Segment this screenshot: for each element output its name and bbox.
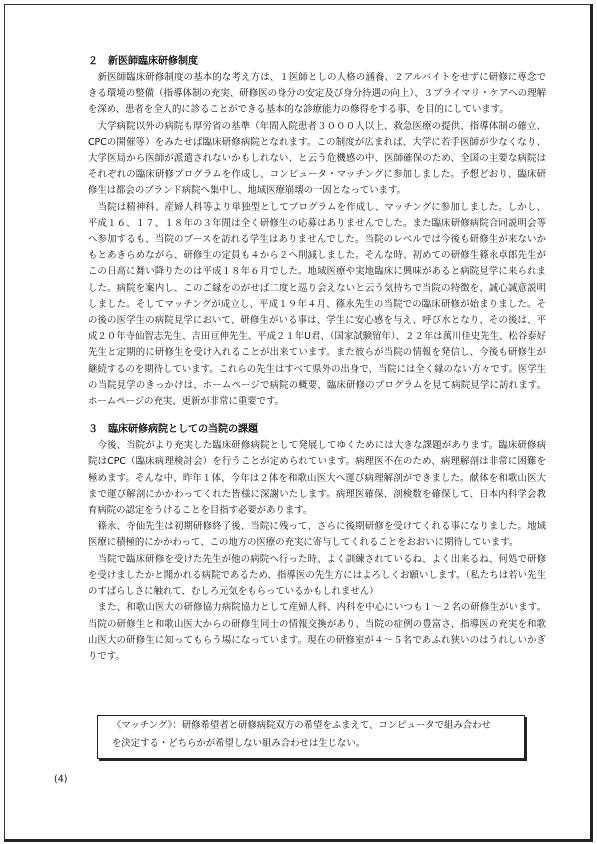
section-3-paragraph-2: 篠永、寺仙先生は初期研修終了後、当院に残って、さらに後期研修を受けてくれる事になりました。地域医療に積極的にかかわって、この地方の医療の充実に寄与してくれることをおおいに期待しています。 — [88, 521, 546, 549]
note-line-1: 《マッチング》：研修希望者と研修病院双方の希望をふまえて、コンピュータで組み合わせ — [112, 720, 491, 731]
document-body — [88, 54, 546, 665]
section-3-heading: ３ 臨床研修病院としての当院の課題 — [88, 424, 258, 436]
section-3-paragraph-3: 当院で臨床研修を受けた先生が他の病院へ行った時、よく訓練されているね、よく出来るね、何処で研修を受けましたかと聞かれる病院であるため、指導医の先生方にはよろしくお願いします。（私たちは若い先生のすばらしさに触れて、むしろ元気をもらっているかもしれません） — [88, 553, 546, 598]
matching-note-box — [97, 715, 525, 759]
section-2-paragraph-2: 大学病院以外の病院も厚労省の基準（年間入院患者３０００人以上、救急医療の提供、指導体制の確立、CPCの開催等）をみたせば臨床研修病院となれます。この制度が広まれば、大学に若手医師が少なくなり、大学医局から医師が派遣されないかもしれない、と云う危機感の中、医師確保のため、全国の主要な病院はそれぞれの臨床研修プログラムを作成し、コンピュータ・マッチングに参加しました。予想どおり、臨床研修生は都会のブランド病院へ集中し、地域医療崩壊の一因となっています。 — [88, 120, 546, 197]
section-2-heading: ２ 新医師臨床研修制度 — [88, 56, 198, 67]
section-3-paragraph-1: 今後、当院がより充実した臨床研修病院として発展してゆくためには大きな課題があります。臨床研修病院はCPC（臨床病理検討会）を行うことが定められています。病理医不在のため、病理解剖は非常に困難を極めます。そんな中、昨年１体、今年は２体を和歌山医大へ運び病理解剖ができました。献体を和歌山医大まで運び解剖にかかわってくれた皆様に深謝いたします。病理医確保、剖検数を確保して、日本内科学会教育病院の認定をうけることを目指す必要があります。 — [88, 440, 546, 517]
section-2-paragraph-3: 当院は精神科、産婦人科等より単独型としてプログラムを作成し、マッチングに参加しました。しかし、平成１６、１７、１８年の３年間は全く研修生の応募はありませんでした。また臨床研修病院合同説明会等へ参加するも、当院のブースを訪れる学生はありませんでした。当院のレベルでは今後も研修生が来ないかもとあきらめながら、研修生の定員も４から２へ削減しました。そんな時、初めての研修生篠永卓郎先生がこの日高に舞い降りたのは平成１８年６月でした。地域医療や実地臨床に興味があると病院見学に来られました。病院を案内し、このご縁をのがせば二度と巡り会えないと云う気持ちで当院の特徴を、誠心誠意説明しました。そしてマッチングが成立し、平成１９年４月、篠永先生の当院での臨床研修が始まりました。その後の医学生の病院見学において、研修生がいる事は、学生に安心感を与え、呼び水となり、その後は、平成２０年寺仙智志先生、吉田亘伸先生、平成２１年U君、（国家試験留年）、２２年は萬川佳史先生、松谷泰好先生と定期的に研修生を受け入れることが出来ています。また彼らが当院の情報を発信し、今後も研修生が継続するのを期待しています。これらの先生はすべて県外の出身で、当院には全く縁のない方々です。医学生の当院見学のきっかけは、ホームページで病院の概要、臨床研修のプログラムを見て病院見学に訪れます。ホームページの充実、更新が非常に重要です。 — [88, 201, 546, 408]
page-number: (4) — [54, 774, 68, 785]
section-2-paragraph-1: 新医師臨床研修制度の基本的な考え方は、１医師としの人格の涵養、２アルバイトをせずに研修に専念できる環境の整備（指導体制の充実、研修医の身分の安定及び身分待遇の向上）、３プライマリ・ケアへの理解を深め、患者を全人的に診ることができる基本的な診療能力の修得をする事、を目的にしています。 — [88, 72, 546, 116]
section-3-paragraph-4: また、和歌山医大の研修協力病院協力として産婦人科、内科を中心にいつも１～２名の研修生がいます。当院の研修生と和歌山医大からの研修生同士の情報交換があり、当院の症例の豊富さ、指導医の充実を和歌山医大の研修生に知ってもらう場になっています。現在の研修室が４～５名であふれ狭いのはうれしいかぎりです。 — [88, 602, 546, 662]
note-line-2: を決定する・どちらかが希望しない組み合わせは生じない。 — [112, 738, 366, 749]
